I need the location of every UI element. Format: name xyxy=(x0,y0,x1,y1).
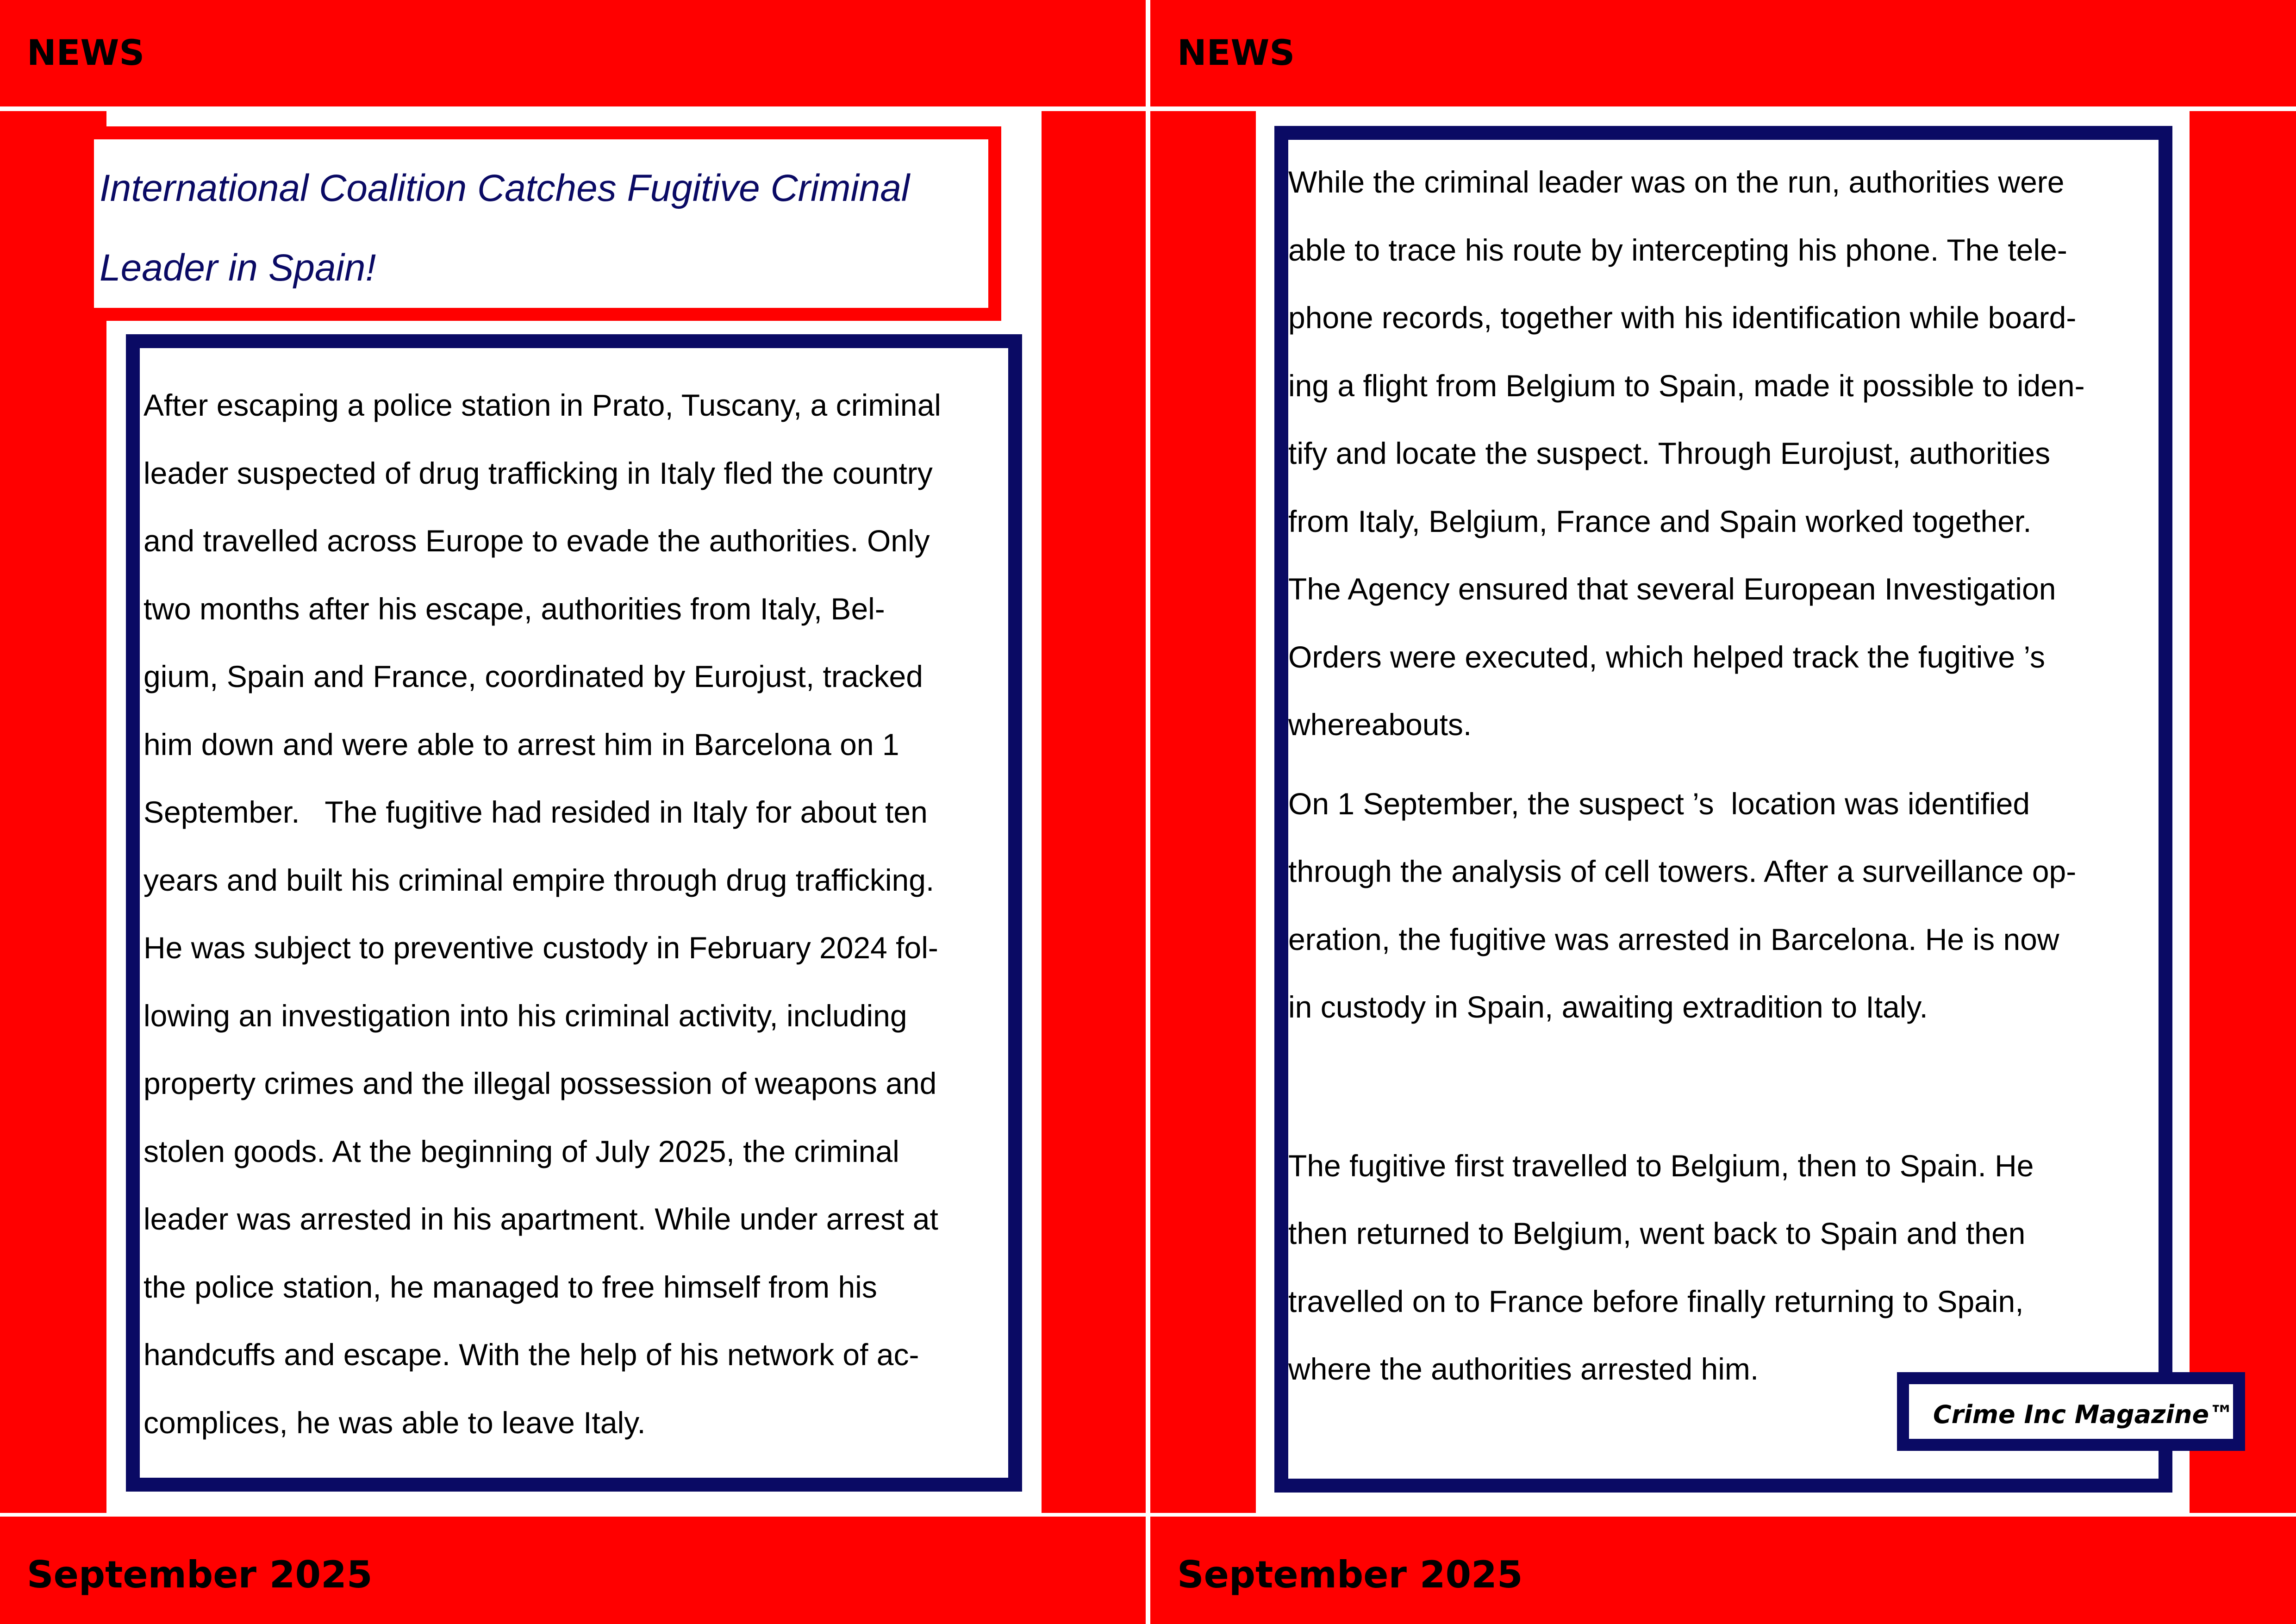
left-header-label: NEWS xyxy=(27,32,145,73)
article-line: The fugitive first travelled to Belgium, then to Spain. He xyxy=(1288,1148,2034,1183)
article-line: leader suspected of drug trafficking in Italy fled the country xyxy=(144,456,933,490)
article-line: handcuffs and escape. With the help of his network of ac- xyxy=(144,1337,919,1372)
article-line: lowing an investigation into his criminal activity, including xyxy=(144,998,907,1033)
left-article-body xyxy=(144,371,941,1456)
article-line: On 1 September, the suspect ’s location was identified xyxy=(1288,786,2030,821)
article-line: him down and were able to arrest him in Barcelona on 1 xyxy=(144,727,899,762)
paragraph-2 xyxy=(1288,770,2085,1041)
article-line: After escaping a police station in Prato, Tuscany, a criminal xyxy=(144,388,941,422)
article-line: ing a flight from Belgium to Spain, made it possible to iden- xyxy=(1288,368,2085,403)
right-header-band xyxy=(1150,0,2296,106)
article-line: Orders were executed, which helped track the fugitive ’s xyxy=(1288,639,2045,674)
article-line: years and built his criminal empire through drug trafficking. xyxy=(144,862,935,897)
right-header-label: NEWS xyxy=(1177,32,1295,73)
headline-box xyxy=(81,126,1001,321)
article-line: leader was arrested in his apartment. While under arrest at xyxy=(144,1202,938,1236)
right-footer-band xyxy=(1150,1517,2296,1624)
article-line: through the analysis of cell towers. After a surveillance op- xyxy=(1288,854,2077,888)
right-inner-strip xyxy=(1150,111,1256,1513)
article-line: travelled on to France before finally returning to Spain, xyxy=(1288,1284,2024,1318)
article-line: able to trace his route by intercepting his phone. The tele- xyxy=(1288,232,2067,267)
article-line: While the criminal leader was on the run, authorities were xyxy=(1288,165,2065,199)
article-line: eration, the fugitive was arrested in Barcelona. He is now xyxy=(1288,922,2059,956)
left-footer-date: September 2025 xyxy=(27,1553,373,1596)
right-article-frame xyxy=(1274,126,2172,1493)
right-margin-strip xyxy=(2190,111,2296,1513)
article-line: He was subject to preventive custody in February 2024 fol- xyxy=(144,931,938,965)
article-line: and travelled across Europe to evade the authorities. Only xyxy=(144,524,930,558)
article-line: gium, Spain and France, coordinated by Eurojust, tracked xyxy=(144,659,923,693)
article-line: in custody in Spain, awaiting extradition to Italy. xyxy=(1288,990,1928,1024)
article-line: from Italy, Belgium, France and Spain worked together. xyxy=(1288,504,2032,538)
right-footer-date: September 2025 xyxy=(1177,1553,1523,1596)
article-line: whereabouts. xyxy=(1288,707,1472,742)
article-line: stolen goods. At the beginning of July 2025, the criminal xyxy=(144,1134,899,1168)
left-page xyxy=(0,0,1146,1624)
headline-line: International Coalition Catches Fugitive Criminal xyxy=(100,167,910,209)
left-footer-band xyxy=(0,1517,1146,1624)
headline-line: Leader in Spain! xyxy=(100,247,376,289)
article-line: complices, he was able to leave Italy. xyxy=(144,1405,646,1440)
article-line: phone records, together with his identification while board- xyxy=(1288,300,2077,335)
magazine-tag-label: Crime Inc Magazine™ xyxy=(1933,1400,2234,1429)
article-line: The Agency ensured that several European Investigation xyxy=(1288,572,2056,606)
paragraph-1 xyxy=(1288,148,2085,759)
magazine-tag xyxy=(1897,1372,2245,1451)
article-line: where the authorities arrested him. xyxy=(1288,1352,1759,1386)
right-article-body xyxy=(1288,148,2085,1403)
article-line: two months after his escape, authorities from Italy, Bel- xyxy=(144,591,885,626)
article-line: September. The fugitive had resided in Italy for about ten xyxy=(144,795,928,829)
left-margin-strip xyxy=(0,111,106,1513)
paragraph-3 xyxy=(1288,1132,2085,1403)
left-header-band xyxy=(0,0,1146,106)
left-inner-strip xyxy=(1042,111,1146,1513)
article-line: the police station, he managed to free himself from his xyxy=(144,1269,877,1304)
article-line: tify and locate the suspect. Through Eurojust, authorities xyxy=(1288,436,2051,470)
article-line: property crimes and the illegal possession of weapons and xyxy=(144,1066,937,1100)
article-line: then returned to Belgium, went back to Spain and then xyxy=(1288,1216,2026,1250)
left-article-frame xyxy=(126,334,1022,1492)
